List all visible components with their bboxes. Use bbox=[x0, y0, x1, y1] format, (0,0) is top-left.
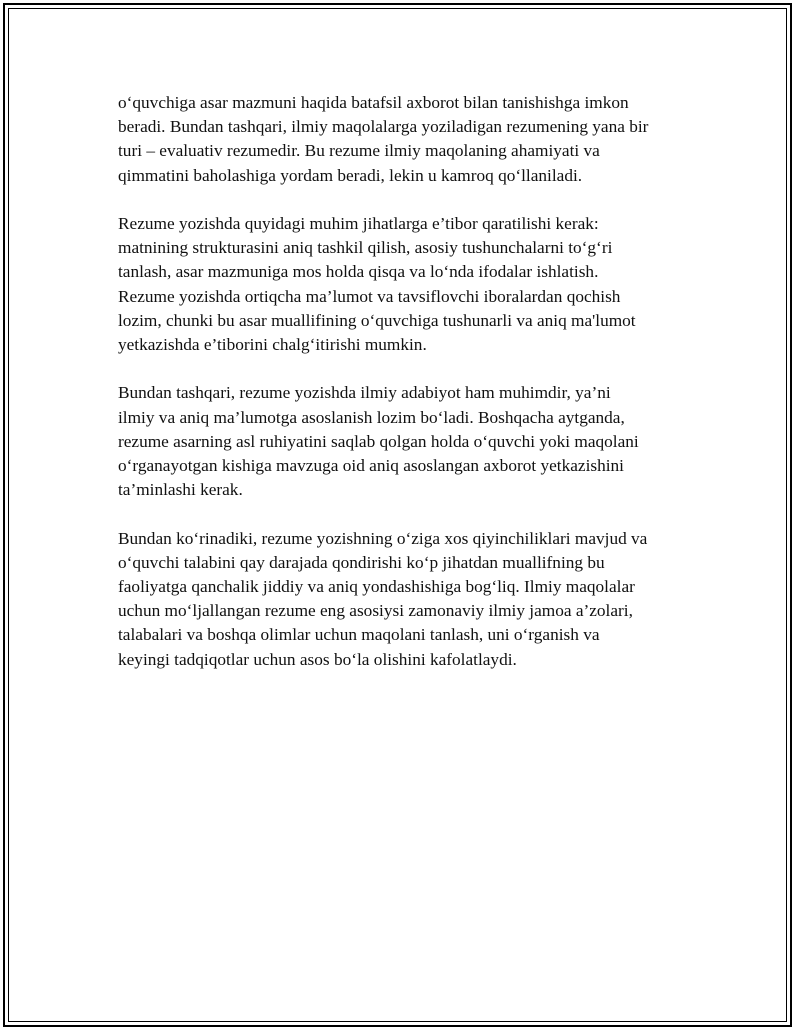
document-body bbox=[118, 91, 698, 696]
paragraph-3: Bundan tashqari, rezume yozishda ilmiy adabiyot ham muhimdir, ya’ni ilmiy va aniq ma’lumotga asoslanish lozim bo‘ladi. Boshqacha aytganda, rezume asarning asl ruhiyatini saqlab qolgan holda o‘quvchi yoki maqolani o‘rganayotgan kishiga mavzuga oid aniq asoslangan axborot yetkazishini ta’minlashi kerak. bbox=[118, 383, 639, 500]
paragraph-4: Bundan ko‘rinadiki, rezume yozishning o‘ziga xos qiyinchiliklari mavjud va o‘quvchi talabini qay darajada qondirishi ko‘p jihatdan muallifning bu faoliyatga qanchalik jiddiy va aniq yondashishiga bog‘liq. Ilmiy maqolalar uchun mo‘ljallangan rezume eng asosiysi zamonaviy ilmiy jamoa a’zolari, talabalari va boshqa olimlar uchun maqolani tanlash, uni o‘rganish va keyingi tadqiqotlar uchun asos bo‘la olishini kafolatlaydi. bbox=[118, 528, 648, 669]
paragraph-1: o‘quvchiga asar mazmuni haqida batafsil axborot bilan tanishishga imkon beradi. Bundan tashqari, ilmiy maqolalarga yoziladigan rezumening yana bir turi – evaluativ rezumedir. Bu rezume ilmiy maqolaning ahamiyati va qimmatini baholashiga yordam beradi, lekin u kamroq qo‘llaniladi. bbox=[118, 93, 649, 185]
paragraph-2: Rezume yozishda quyidagi muhim jihatlarga e’tibor qaratilishi kerak: matnining strukturasini aniq tashkil qilish, asosiy tushunchalarni to‘g‘ri tanlash, asar mazmuniga mos holda qisqa va lo‘nda ifodalar ishlatish. Rezume yozishda ortiqcha ma’lumot va tavsiflovchi iboralardan qochish lozim, chunki bu asar muallifining o‘quvchiga tushunarli va aniq ma'lumot yetkazishda e’tiborini chalg‘itirishi mumkin. bbox=[118, 214, 636, 355]
